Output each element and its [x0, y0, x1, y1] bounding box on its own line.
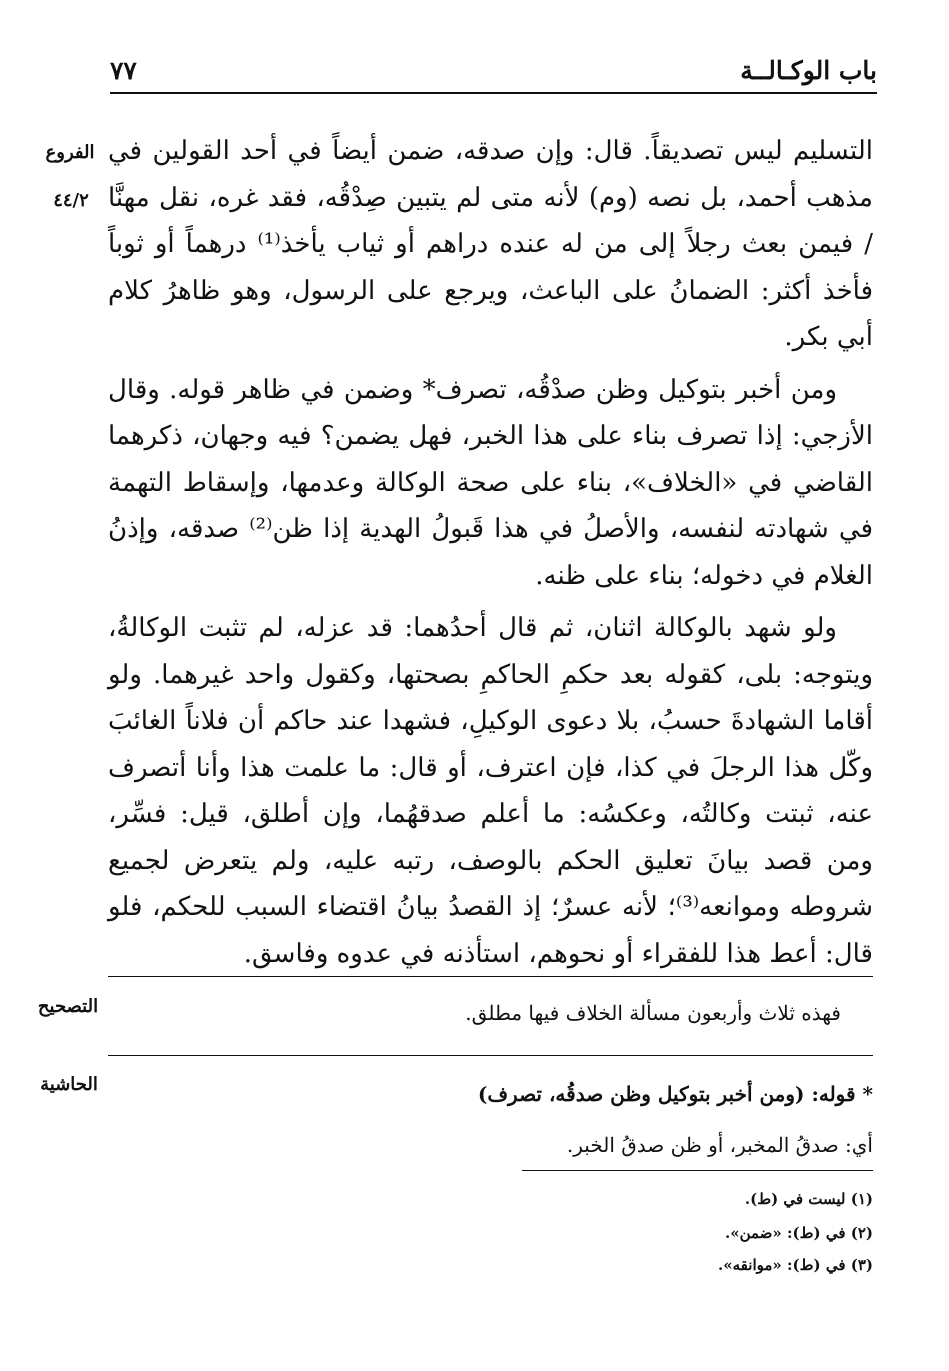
footnote-3: (٣) في (ط): «موانقه». — [718, 1256, 873, 1274]
footnote-2: (٢) في (ط): «ضمن». — [724, 1224, 873, 1242]
paragraph-3: ولو شهد بالوكالة اثنان، ثم قال أحدُهما: قد عزله، لم تثبت الوكالةُ، ويتوجه: بلى، كقوله بعد حكمِ الحاكمِ بصحتها، وكقول واحد غيرهما. ولو أقاما الشهادةَ حسبُ، بلا دعوى الوكيلِ، فشهدا عند حاكم أن فلاناً الغائبَ وكّل هذا الرجلَ في كذا، فإن اعترف، أو قال: ما علمت هذا وأنا أتصرف عنه، ثبتت وكالتُه، وعكسُه: ما أعلم صدقهُما، وإن أطلق، قيل: فسِّر، ومن قصد بيانَ تعليق الحكم بالوصف، رتبه عليه، ولم يتعرض لجميع شروطه وموانعه⁽³⁾؛ لأنه عسرٌ؛ إذ القصدُ بيانُ اقتضاء السبب للحكم، فلو قال: أعط هذا للفقراء أو نحوهم، استأذنه في عدوه وفاسق. — [108, 613, 873, 969]
source-title-note: الفروع — [45, 142, 95, 163]
page-number: ٧٧ — [110, 56, 137, 85]
correction-text: فهذه ثلاث وأربعون مسألة الخلاف فيها مطلق. — [465, 1001, 841, 1025]
gloss-divider — [108, 1055, 873, 1056]
footnote-1: (١) ليست في (ط). — [744, 1190, 873, 1208]
gloss-explanation: أي: صدقُ المخبر، أو ظن صدقُ الخبر. — [566, 1133, 873, 1157]
correction-divider — [108, 976, 873, 977]
paragraph-1: التسليم ليس تصديقاً. قال: وإن صدقه، ضمن أيضاً في أحد القولين في مذهب أحمد، بل نصه (وم) لأنه متى لم يتبين صِدْقُه، فقد غره، نقل مهنَّا / فيمن بعث رجلاً إلى من له عنده دراهم أو ثياب يأخذ⁽¹⁾ درهماً أو ثوباً فأخذ أكثر: الضمانُ على الباعث، ويرجع على الرسول، وهو ظاهرُ كلام أبي بكر. — [108, 136, 873, 352]
paragraph-2: ومن أخبر بتوكيل وظن صدْقُه، تصرف* وضمن في ظاهر قوله. وقال الأزجي: إذا تصرف بناء على هذا الخبر، فهل يضمن؟ فيه وجهان، ذكرهما القاضي في «الخلاف»، بناء على صحة الوكالة وعدمها، وإسقاط التهمة في شهادته لنفسه، والأصلُ في هذا قَبولُ الهدية إذا ظن⁽²⁾ صدقه، وإذنُ الغلام في دخوله؛ بناء على ظنه. — [108, 374, 873, 591]
header-rule — [110, 92, 877, 94]
gloss-quote: * قوله: (ومن أخبر بتوكيل وظن صدقُه، تصرف) — [477, 1082, 873, 1106]
correction-label: التصحيح — [37, 996, 99, 1017]
gloss-label: الحاشية — [40, 1074, 98, 1095]
footnote-divider — [522, 1170, 873, 1171]
main-text — [108, 128, 873, 977]
chapter-title: باب الوكـالــة — [740, 56, 877, 85]
source-reference-note: ٤٤/٢ — [53, 190, 89, 211]
running-header — [110, 52, 877, 94]
